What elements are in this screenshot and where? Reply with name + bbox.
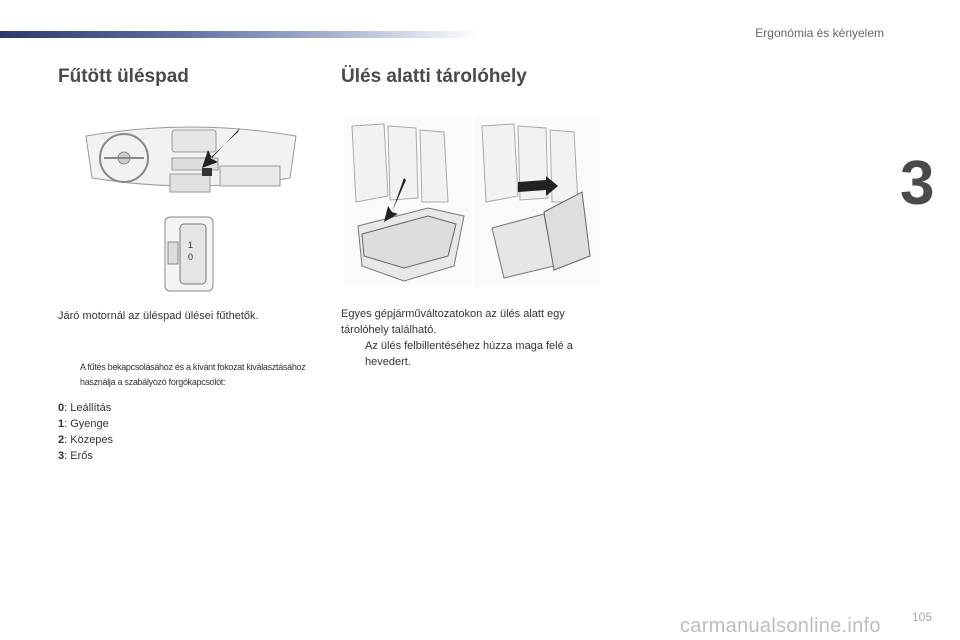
seat-storage-illustration-1 [344, 116, 472, 286]
chapter-title: Ergonómia és kényelem [755, 26, 884, 40]
heated-bench-intro: Járó motornál az üléspad ülései fűthetők. [58, 310, 259, 322]
storage-instruction-text: Az ülés felbillentéséhez húzza maga felé a hevedert. [365, 340, 573, 368]
dashboard-illustration [80, 118, 302, 213]
level-item: 1: Gyenge [58, 418, 109, 430]
storage-instruction [341, 338, 611, 370]
page-number: 105 [912, 610, 933, 624]
knob-label-1: 1 [188, 240, 194, 250]
storage-intro: Egyes gépjárműváltozatokon az ülés alatt egy tárolóhely található. [341, 308, 565, 336]
seat-storage-illustration-2 [474, 116, 600, 286]
storage-title: Ülés alatti tárolóhely [341, 66, 527, 87]
heated-bench-instruction-text: A fűtés bekapcsolásához és a kívánt fokozat kiválasztásához használja a szabályozó forgókapcsolót: [80, 362, 306, 387]
watermark: carmanualsonline.info [680, 615, 881, 637]
level-item: 3: Erős [58, 450, 93, 462]
heating-levels-list [58, 400, 113, 464]
knob-label-0: 0 [188, 252, 194, 262]
level-item: 0: Leállítás [58, 402, 112, 414]
level-item: 2: Közepes [58, 434, 114, 446]
chapter-number: 3 [900, 149, 933, 218]
heated-bench-title: Fűtött üléspad [58, 66, 189, 87]
heating-knob-illustration [164, 216, 214, 292]
header-gradient-bar [0, 31, 480, 38]
heated-bench-instruction [58, 360, 328, 390]
